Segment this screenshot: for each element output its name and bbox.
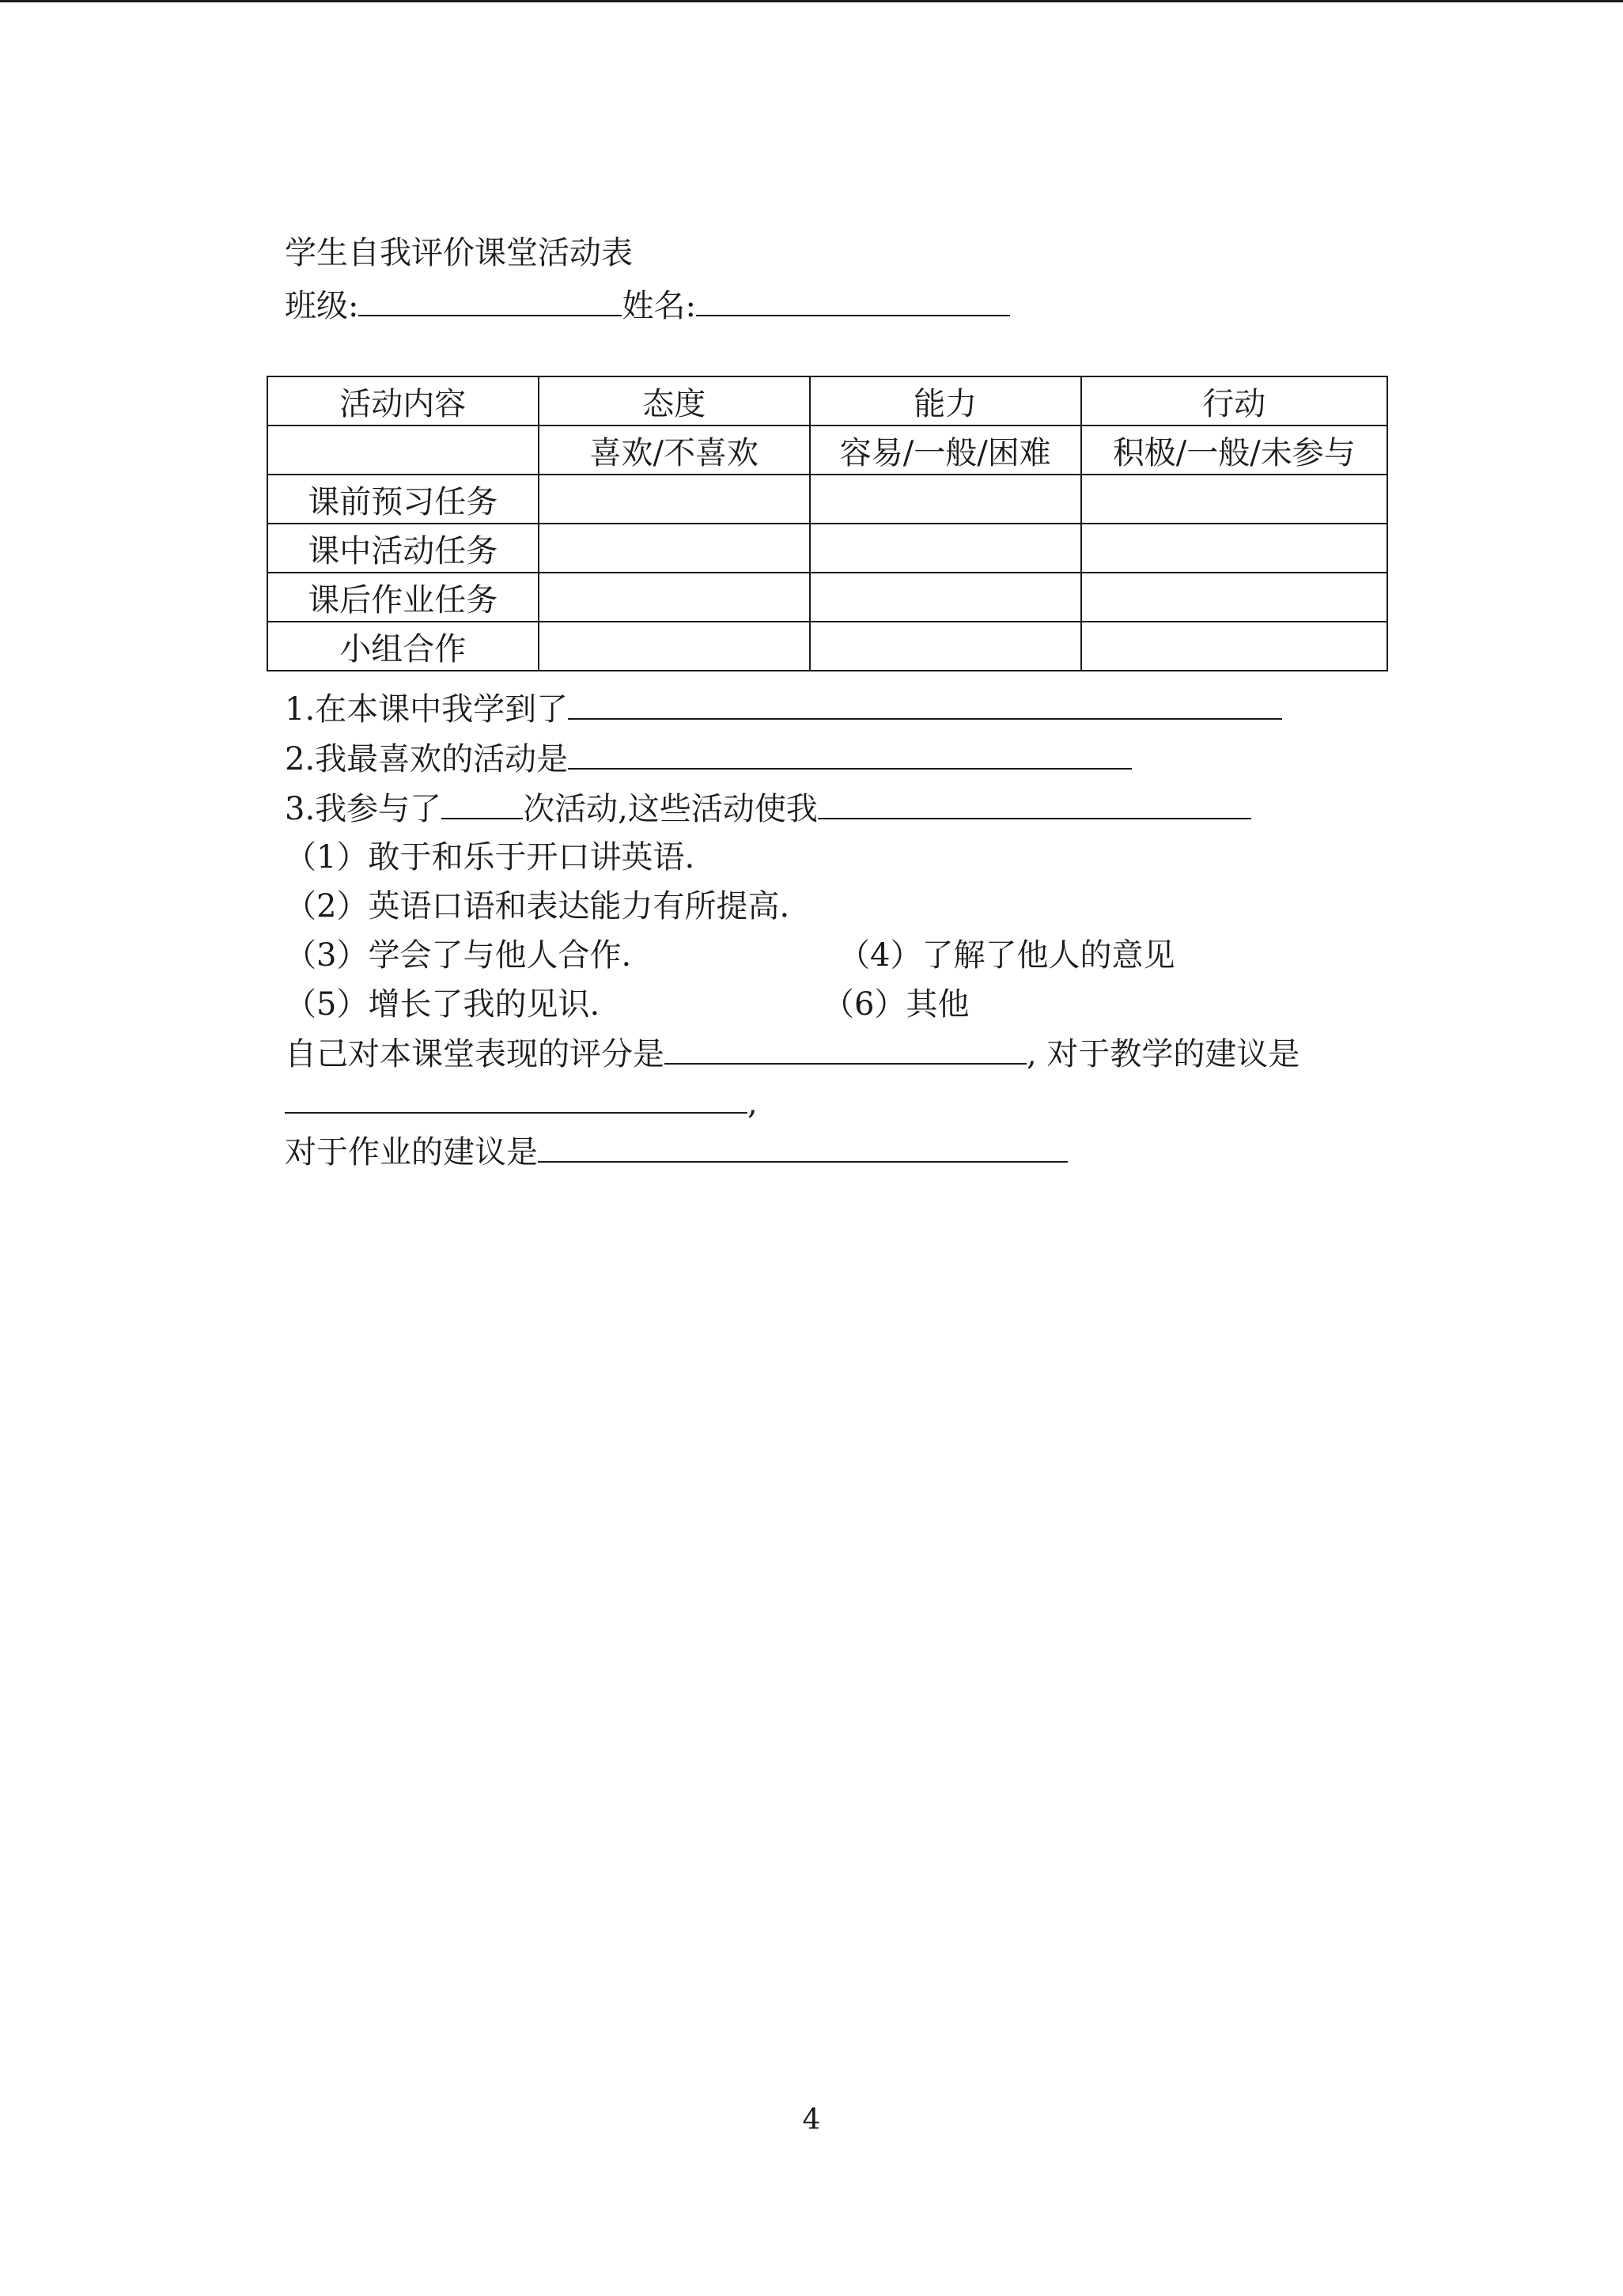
table-cell[interactable] — [539, 475, 811, 524]
row-label: 课中活动任务 — [267, 524, 539, 573]
row-label: 课后作业任务 — [267, 573, 539, 622]
table-row — [267, 573, 1387, 622]
teaching-suggestion-blank[interactable] — [285, 1080, 747, 1114]
table-row — [267, 475, 1387, 524]
self-score-blank[interactable] — [664, 1031, 1027, 1065]
table-cell[interactable] — [1081, 475, 1387, 524]
table-cell[interactable] — [810, 524, 1081, 573]
comma: , — [747, 1085, 758, 1122]
form-title: 学生自我评价课堂活动表 — [285, 235, 633, 271]
activity-count-blank[interactable] — [441, 786, 523, 819]
name-blank[interactable] — [696, 283, 1010, 316]
homework-suggestion-row — [285, 1129, 1068, 1174]
question-2 — [285, 736, 1132, 781]
header-ability: 能力 — [810, 376, 1081, 426]
option-3: （3）学会了与他人合作. — [285, 937, 632, 974]
page-number: 4 — [802, 2104, 821, 2136]
question-3-blank[interactable] — [818, 786, 1251, 819]
subheader-attitude: 喜欢/不喜欢 — [539, 426, 811, 475]
table-header-row — [267, 376, 1387, 426]
question-3 — [285, 786, 1251, 831]
table-row — [267, 524, 1387, 573]
homework-suggestion-blank[interactable] — [538, 1129, 1068, 1163]
self-score-text: 自己对本课堂表现的评分是 — [285, 1036, 664, 1072]
top-border-rule — [0, 0, 1623, 2]
option-5: （5）增长了我的见识. — [285, 986, 600, 1023]
table-subheader-row — [267, 426, 1387, 475]
table-cell[interactable] — [539, 622, 811, 671]
homework-suggestion-text: 对于作业的建议是 — [285, 1134, 538, 1171]
question-1 — [285, 687, 1282, 732]
question-2-text: 2.我最喜欢的活动是 — [285, 741, 569, 777]
question-2-blank[interactable] — [568, 736, 1132, 770]
class-name-row — [285, 283, 1010, 328]
option-6: （6）其他 — [823, 986, 970, 1023]
option-2: （2）英语口语和表达能力有所提高. — [285, 888, 790, 925]
header-action: 行动 — [1081, 376, 1387, 426]
header-activity: 活动内容 — [267, 376, 539, 426]
question-1-text: 1.在本课中我学到了 — [285, 691, 569, 728]
table-row — [267, 622, 1387, 671]
option-4: （4）了解了他人的意见 — [838, 937, 1175, 974]
header-attitude: 态度 — [539, 376, 811, 426]
table-cell[interactable] — [810, 475, 1081, 524]
name-label: 姓名: — [622, 288, 696, 324]
class-label: 班级: — [285, 288, 359, 324]
subheader-action: 积极/一般/未参与 — [1081, 426, 1387, 475]
option-1: （1）敢于和乐于开口讲英语. — [285, 839, 695, 876]
row-label: 小组合作 — [267, 622, 539, 671]
row-label: 课前预习任务 — [267, 475, 539, 524]
class-blank[interactable] — [358, 283, 622, 316]
table-cell[interactable] — [810, 622, 1081, 671]
subheader-empty — [267, 426, 539, 475]
table-cell[interactable] — [1081, 622, 1387, 671]
teaching-suggestion-text: , 对于教学的建议是 — [1027, 1036, 1300, 1072]
table-cell[interactable] — [1081, 573, 1387, 622]
table-cell[interactable] — [810, 573, 1081, 622]
self-score-row — [285, 1031, 1300, 1076]
table-cell[interactable] — [1081, 524, 1387, 573]
subheader-ability: 容易/一般/困难 — [810, 426, 1081, 475]
teaching-suggestion-row — [285, 1080, 758, 1125]
question-3-prefix: 3.我参与了 — [285, 791, 442, 827]
question-3-middle: 次活动,这些活动使我 — [523, 791, 818, 827]
question-1-blank[interactable] — [568, 687, 1282, 720]
table-cell[interactable] — [539, 524, 811, 573]
table-cell[interactable] — [539, 573, 811, 622]
activity-evaluation-table — [267, 376, 1388, 671]
